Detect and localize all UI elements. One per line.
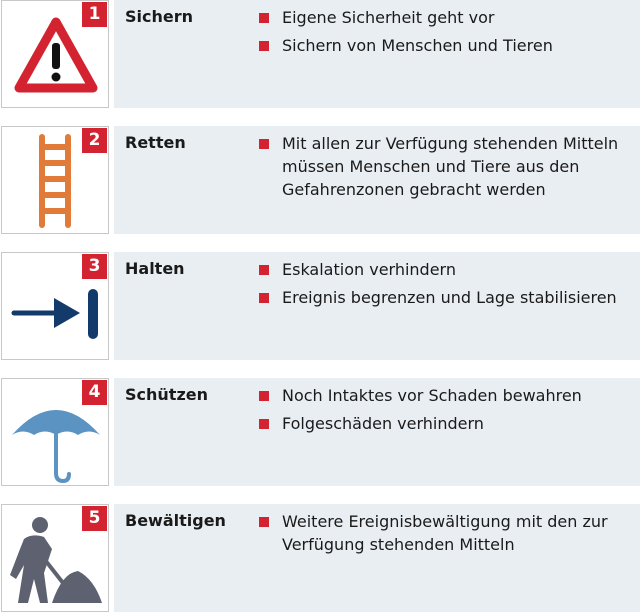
step-items xyxy=(256,510,636,561)
step-row-3 xyxy=(0,252,640,360)
bullet-icon xyxy=(259,139,269,149)
step-items xyxy=(256,132,636,206)
bullet-icon xyxy=(259,419,269,429)
step-icon-box-3 xyxy=(1,252,109,360)
step-row-2 xyxy=(0,126,640,234)
list-item-text: Folgeschäden verhindern xyxy=(282,414,484,433)
list-item xyxy=(256,6,636,29)
step-title: Schützen xyxy=(125,385,208,404)
step-number-badge: 4 xyxy=(82,380,107,405)
step-row-1 xyxy=(0,0,640,108)
step-title: Bewältigen xyxy=(125,511,226,530)
list-item xyxy=(256,34,636,57)
list-item-text: Mit allen zur Verfügung stehenden Mitteln müssen Menschen und Tiere aus den Gefahrenzonen gebracht werden xyxy=(282,134,619,199)
bullet-icon xyxy=(259,517,269,527)
list-item xyxy=(256,412,636,435)
list-item xyxy=(256,384,636,407)
step-title: Retten xyxy=(125,133,186,152)
step-panel-4 xyxy=(114,378,640,486)
step-title: Halten xyxy=(125,259,185,278)
step-icon-box-1 xyxy=(1,0,109,108)
list-item-text: Noch Intaktes vor Schaden bewahren xyxy=(282,386,582,405)
bullet-icon xyxy=(259,41,269,51)
list-item-text: Weitere Ereignisbewältigung mit den zur Verfügung stehenden Mitteln xyxy=(282,512,608,554)
list-item xyxy=(256,258,636,281)
step-items xyxy=(256,384,636,440)
step-row-4 xyxy=(0,378,640,486)
step-panel-1 xyxy=(114,0,640,108)
step-number-badge: 1 xyxy=(82,2,107,27)
step-number-badge: 5 xyxy=(82,506,107,531)
step-number-badge: 2 xyxy=(82,128,107,153)
list-item xyxy=(256,510,636,556)
bullet-icon xyxy=(259,293,269,303)
step-number-badge: 3 xyxy=(82,254,107,279)
list-item-text: Eskalation verhindern xyxy=(282,260,456,279)
bullet-icon xyxy=(259,265,269,275)
step-row-5 xyxy=(0,504,640,612)
step-icon-box-2 xyxy=(1,126,109,234)
list-item-text: Sichern von Menschen und Tieren xyxy=(282,36,553,55)
step-title: Sichern xyxy=(125,7,194,26)
list-item-text: Eigene Sicherheit geht vor xyxy=(282,8,495,27)
bullet-icon xyxy=(259,391,269,401)
step-panel-2 xyxy=(114,126,640,234)
list-item-text: Ereignis begrenzen und Lage stabilisieren xyxy=(282,288,617,307)
step-items xyxy=(256,258,636,314)
step-icon-box-4 xyxy=(1,378,109,486)
list-item xyxy=(256,132,636,201)
bullet-icon xyxy=(259,13,269,23)
step-items xyxy=(256,6,636,62)
step-panel-3 xyxy=(114,252,640,360)
step-icon-box-5 xyxy=(1,504,109,612)
step-panel-5 xyxy=(114,504,640,612)
list-item xyxy=(256,286,636,309)
